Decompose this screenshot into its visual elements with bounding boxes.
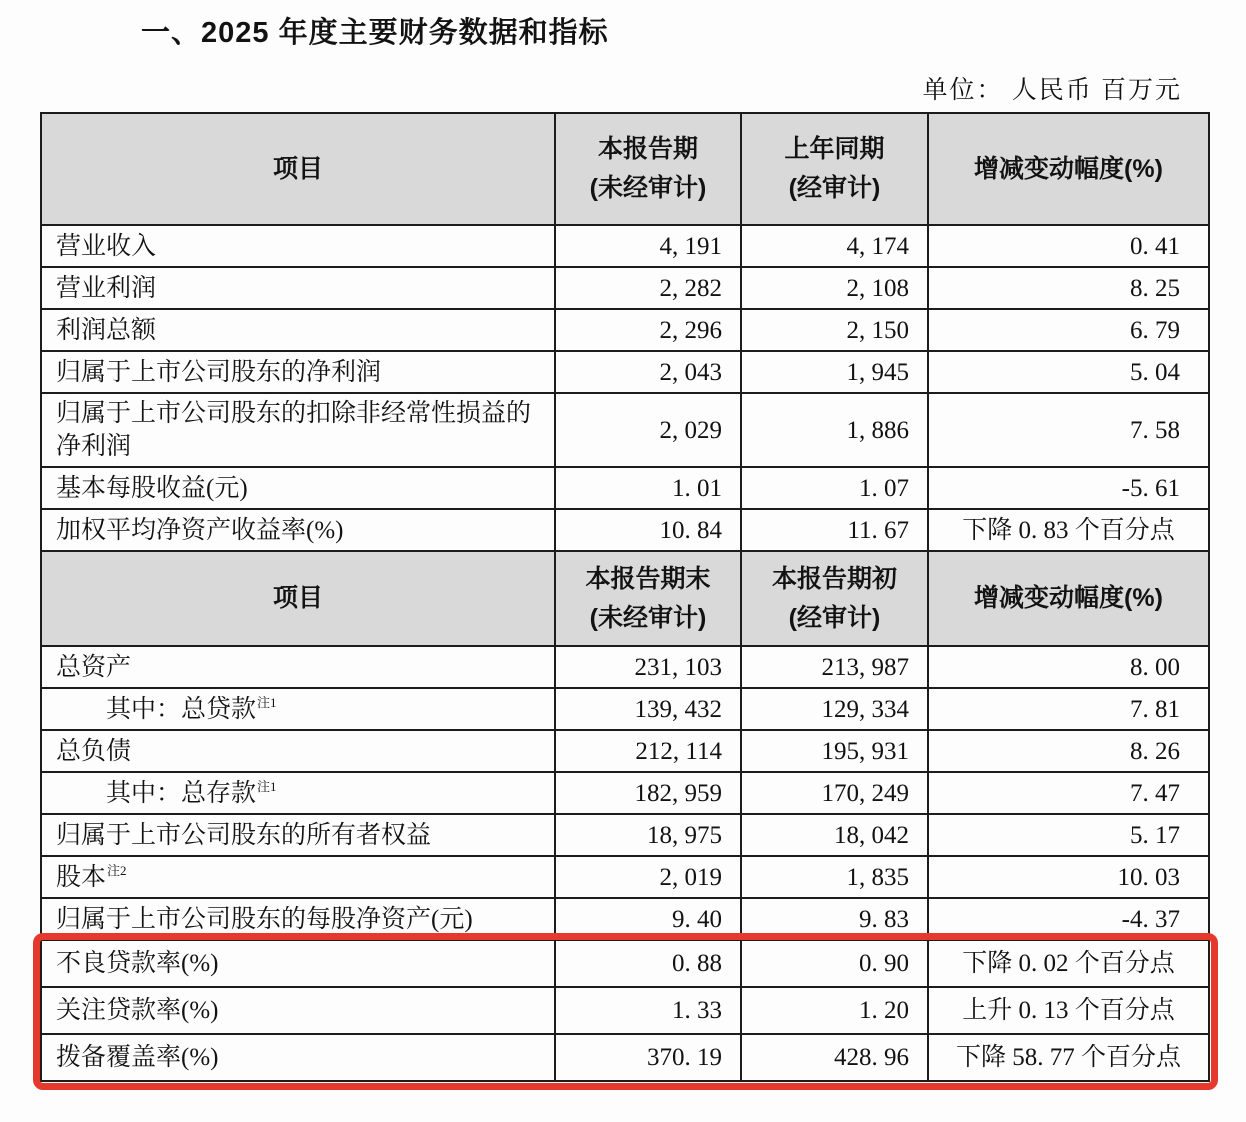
header-current-cell (554, 550, 740, 645)
header-current-cell-text (590, 133, 707, 205)
table-row (42, 939, 1208, 986)
table-row (42, 986, 1208, 1033)
cell-item-label (42, 466, 554, 508)
cell-prior-value: 2, 108 (740, 266, 927, 308)
item-label-text: 股本 (56, 863, 107, 891)
cell-change-value: 下降 0. 83 个百分点 (927, 508, 1208, 550)
cell-change-value: 10. 03 (927, 855, 1208, 897)
cell-prior-value: 1, 835 (740, 855, 927, 897)
header-prior-cell-line2: (经审计) (788, 174, 881, 202)
table-row (42, 466, 1208, 508)
cell-item-label: 其中：总贷款 注1 (42, 687, 554, 729)
header-current-cell-line1: 本报告期末 (585, 564, 711, 593)
cell-current-value: 182, 959 (554, 771, 740, 813)
cell-current-value: 231, 103 (554, 645, 740, 687)
header-current-cell (554, 114, 740, 224)
table-row (42, 224, 1208, 266)
item-label-text: 拨备覆盖率(%) (56, 1044, 219, 1071)
cell-change-value: 上升 0. 13 个百分点 (927, 986, 1208, 1033)
cell-item-label (42, 1033, 554, 1080)
header-prior-cell-line2: (经审计) (788, 603, 881, 632)
cell-current-value: 212, 114 (554, 729, 740, 771)
header-item-cell: 项目 (42, 550, 554, 645)
header-change-cell: 增减变动幅度(%) (927, 114, 1208, 224)
header-prior-cell (740, 114, 927, 224)
cell-current-value: 139, 432 (554, 687, 740, 729)
cell-prior-value: 1. 20 (740, 986, 927, 1033)
cell-current-value: 1. 33 (554, 986, 740, 1033)
cell-prior-value: 9. 83 (740, 897, 927, 939)
page-title: 一、2025 年度主要财务数据和指标 (141, 17, 609, 49)
unit-label: 单位： 人民币 百万元 (922, 77, 1182, 104)
header-row (42, 550, 1208, 645)
cell-change-value: 7. 58 (927, 392, 1208, 466)
item-label-text: 利润总额 (56, 316, 157, 344)
cell-change-value: 7. 47 (927, 771, 1208, 813)
item-label-text: 其中：总存款 (106, 779, 257, 807)
item-label-text: 归属于上市公司股东的扣除非经常性损益的净利润 (56, 400, 532, 460)
cell-prior-value: 129, 334 (740, 687, 927, 729)
header-prior-cell-line1: 上年同期 (784, 135, 885, 163)
header-change-cell: 增减变动幅度(%) (927, 550, 1208, 645)
header-current-cell-line2: (未经审计) (589, 174, 707, 202)
cell-current-value: 4, 191 (554, 224, 740, 266)
cell-current-value: 10. 84 (554, 508, 740, 550)
cell-prior-value: 1, 886 (740, 392, 927, 466)
table-row (42, 729, 1208, 771)
header-prior-cell-line1: 本报告期初 (771, 564, 897, 593)
cell-item-label (42, 224, 554, 266)
cell-prior-value: 195, 931 (740, 729, 927, 771)
cell-change-value: 8. 26 (927, 729, 1208, 771)
header-current-cell-line1: 本报告期 (597, 135, 698, 163)
item-label-text: 基本每股收益(元) (56, 474, 248, 502)
cell-prior-value: 4, 174 (740, 224, 927, 266)
table-row (42, 687, 1208, 729)
table-row (42, 771, 1208, 813)
cell-change-value: 下降 0. 02 个百分点 (927, 939, 1208, 986)
cell-current-value: 2, 019 (554, 855, 740, 897)
header-prior-cell-text (784, 133, 884, 205)
cell-change-value: 7. 81 (927, 687, 1208, 729)
header-prior-cell-text (772, 563, 897, 635)
cell-item-label (42, 986, 554, 1033)
table-row (42, 266, 1208, 308)
cell-item-label (42, 266, 554, 308)
cell-current-value: 370. 19 (554, 1033, 740, 1080)
cell-prior-value: 1. 07 (740, 466, 927, 508)
table-row (42, 855, 1208, 897)
cell-item-label (42, 645, 554, 687)
cell-prior-value: 11. 67 (740, 508, 927, 550)
header-row (42, 114, 1208, 224)
item-label-text: 总资产 (56, 653, 132, 681)
cell-prior-value: 2, 150 (740, 308, 927, 350)
cell-item-label (42, 350, 554, 392)
table-row (42, 308, 1208, 350)
cell-prior-value: 18, 042 (740, 813, 927, 855)
cell-item-label (42, 813, 554, 855)
table-row (42, 508, 1208, 550)
cell-prior-value: 1, 945 (740, 350, 927, 392)
header-current-cell-line2: (未经审计) (589, 603, 707, 632)
table-row (42, 813, 1208, 855)
highlighted-rows-group (42, 939, 1208, 1080)
cell-change-value: 6. 79 (927, 308, 1208, 350)
table-row (42, 645, 1208, 687)
cell-change-value: -5. 61 (927, 466, 1208, 508)
cell-prior-value: 428. 96 (740, 1033, 927, 1080)
cell-current-value: 2, 282 (554, 266, 740, 308)
header-prior-cell (740, 550, 927, 645)
cell-current-value: 2, 296 (554, 308, 740, 350)
cell-current-value: 2, 029 (554, 392, 740, 466)
cell-change-value: 下降 58. 77 个百分点 (927, 1033, 1208, 1080)
cell-current-value: 2, 043 (554, 350, 740, 392)
item-label-text: 营业利润 (56, 274, 157, 302)
table-row (42, 1033, 1208, 1080)
item-label-text: 归属于上市公司股东的每股净资产(元) (56, 905, 473, 933)
cell-change-value: 5. 04 (927, 350, 1208, 392)
cell-item-label: 其中：总存款 注1 (42, 771, 554, 813)
item-label-text: 营业收入 (56, 232, 157, 260)
cell-change-value: 0. 41 (927, 224, 1208, 266)
cell-item-label (42, 392, 554, 466)
item-label-text: 总负债 (56, 737, 132, 765)
cell-current-value: 1. 01 (554, 466, 740, 508)
item-label-text: 其中：总贷款 (106, 695, 257, 723)
item-label-text: 关注贷款率(%) (56, 997, 219, 1024)
cell-item-label (42, 897, 554, 939)
cell-current-value: 9. 40 (554, 897, 740, 939)
cell-change-value: 8. 00 (927, 645, 1208, 687)
item-label-text: 加权平均净资产收益率(%) (56, 516, 344, 544)
table-row (42, 350, 1208, 392)
table-row (42, 392, 1208, 466)
cell-item-label (42, 939, 554, 986)
cell-current-value: 0. 88 (554, 939, 740, 986)
cell-item-label (42, 508, 554, 550)
item-label-text: 归属于上市公司股东的净利润 (56, 358, 382, 386)
cell-item-label (42, 729, 554, 771)
cell-change-value: -4. 37 (927, 897, 1208, 939)
cell-change-value: 8. 25 (927, 266, 1208, 308)
cell-change-value: 5. 17 (927, 813, 1208, 855)
item-label-text: 不良贷款率(%) (56, 950, 219, 977)
financial-table (40, 112, 1210, 1082)
cell-item-label (42, 308, 554, 350)
cell-prior-value: 170, 249 (740, 771, 927, 813)
item-label-text: 归属于上市公司股东的所有者权益 (56, 821, 432, 849)
cell-prior-value: 213, 987 (740, 645, 927, 687)
cell-current-value: 18, 975 (554, 813, 740, 855)
header-current-cell-text (585, 563, 710, 635)
cell-prior-value: 0. 90 (740, 939, 927, 986)
cell-item-label: 股本 注2 (42, 855, 554, 897)
header-item-cell: 项目 (42, 114, 554, 224)
table-row (42, 897, 1208, 939)
